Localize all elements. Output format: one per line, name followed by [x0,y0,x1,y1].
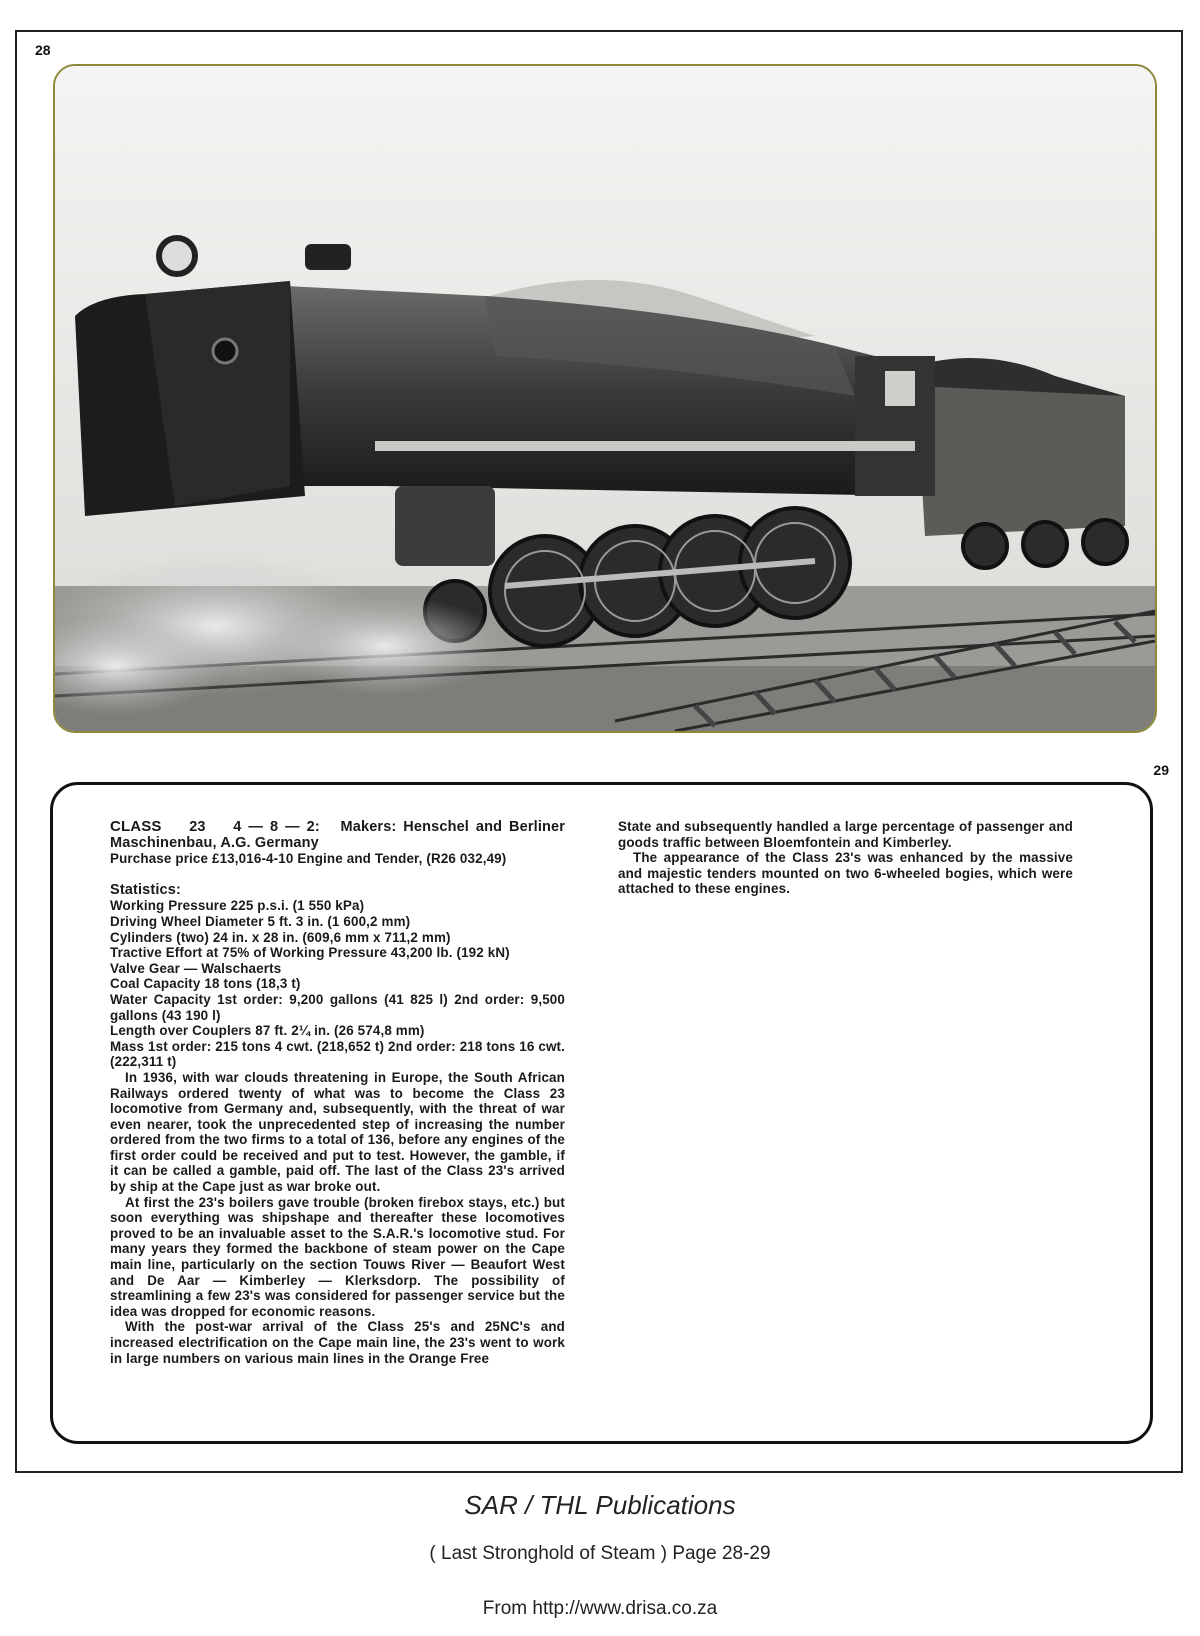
page-number-right: 29 [1153,762,1169,778]
left-text-column [110,819,565,1366]
purchase-price: Purchase price £13,016-4-10 Engine and Tender, (R26 032,49) [110,851,507,867]
stat-line: Mass 1st order: 215 tons 4 cwt. (218,652 t) 2nd order: 218 tons 16 cwt. (222,311 t) [110,1038,565,1070]
wheel-arrangement: 4 — 8 — 2: [233,819,320,835]
body-paragraph: With the post-war arrival of the Class 25's and 25NC's and increased electrification on the Cape main line, the 23's went to work in large numbers on various main lines in the Orange Free [110,1319,565,1366]
statistics-heading: Statistics: [110,881,181,898]
stat-line: Cylinders (two) 24 in. x 28 in. (609,6 mm x 711,2 mm) [110,929,451,945]
body-paragraph: State and subsequently handled a large percentage of passenger and goods traffic between Bloemfontein and Kimberley. [618,819,1073,850]
makers-text: Makers: Henschel and Berliner Maschinenbau, A.G. Germany [110,819,566,851]
page-number-left: 28 [35,42,51,58]
stat-line: Valve Gear — Walschaerts [110,960,282,976]
body-paragraph: The appearance of the Class 23's was enhanced by the massive and majestic tenders mounted on two 6-wheeled bogies, which were attached to these engines. [618,850,1073,897]
stat-line: Driving Wheel Diameter 5 ft. 3 in. (1 600,2 mm) [110,913,411,929]
right-text-column [618,819,1073,897]
body-paragraph: At first the 23's boilers gave trouble (broken firebox stays, etc.) but soon everything was shipshape and thereafter these locomotives proved to be an invaluable asset to the S.A.R.'s locomotive stud. For many years they formed the backbone of steam power on the Cape main line, particularly on the section Touws River — Beaufort West and De Aar — Kimberley — Klerksdorp. The possibility of streamlining a few 23's was considered for passenger service but the idea was dropped for economic reasons. [110,1194,565,1319]
locomotive-photo [53,64,1157,733]
locomotive-illustration [55,66,1155,731]
publisher-title: SAR / THL Publications [464,1490,736,1520]
class-label: CLASS [110,818,162,835]
stat-line: Length over Couplers 87 ft. 2¼ in. (26 574,8 mm) [110,1023,425,1039]
class-number: 23 [189,819,206,835]
body-paragraph: In 1936, with war clouds threatening in Europe, the South African Railways ordered twenty of what was to become the Class 23 locomotive from Germany and, subsequently, with the threat of war even nearer, took the unprecedented step of increasing the number ordered from the two firms to a total of 136, before any engines of the first order could be received and put to test. However, the gamble, if it can be called a gamble, paid off. The last of the Class 23's arrived by ship at the Cape just as war broke out. [110,1069,565,1195]
book-page-spread [15,30,1183,1473]
stat-line: Water Capacity 1st order: 9,200 gallons (41 825 l) 2nd order: 9,500 gallons (43 190 l) [110,991,565,1023]
class-heading [110,819,565,851]
publication-subtitle: ( Last Stronghold of Steam ) Page 28-29 [429,1543,771,1564]
source-link[interactable]: From http://www.drisa.co.za [482,1598,718,1619]
stat-line: Working Pressure 225 p.s.i. (1 550 kPa) [110,898,365,914]
stat-line: Coal Capacity 18 tons (18,3 t) [110,976,301,992]
caption-text-box [50,782,1153,1444]
stat-line: Tractive Effort at 75% of Working Pressure 43,200 lb. (192 kN) [110,945,510,961]
